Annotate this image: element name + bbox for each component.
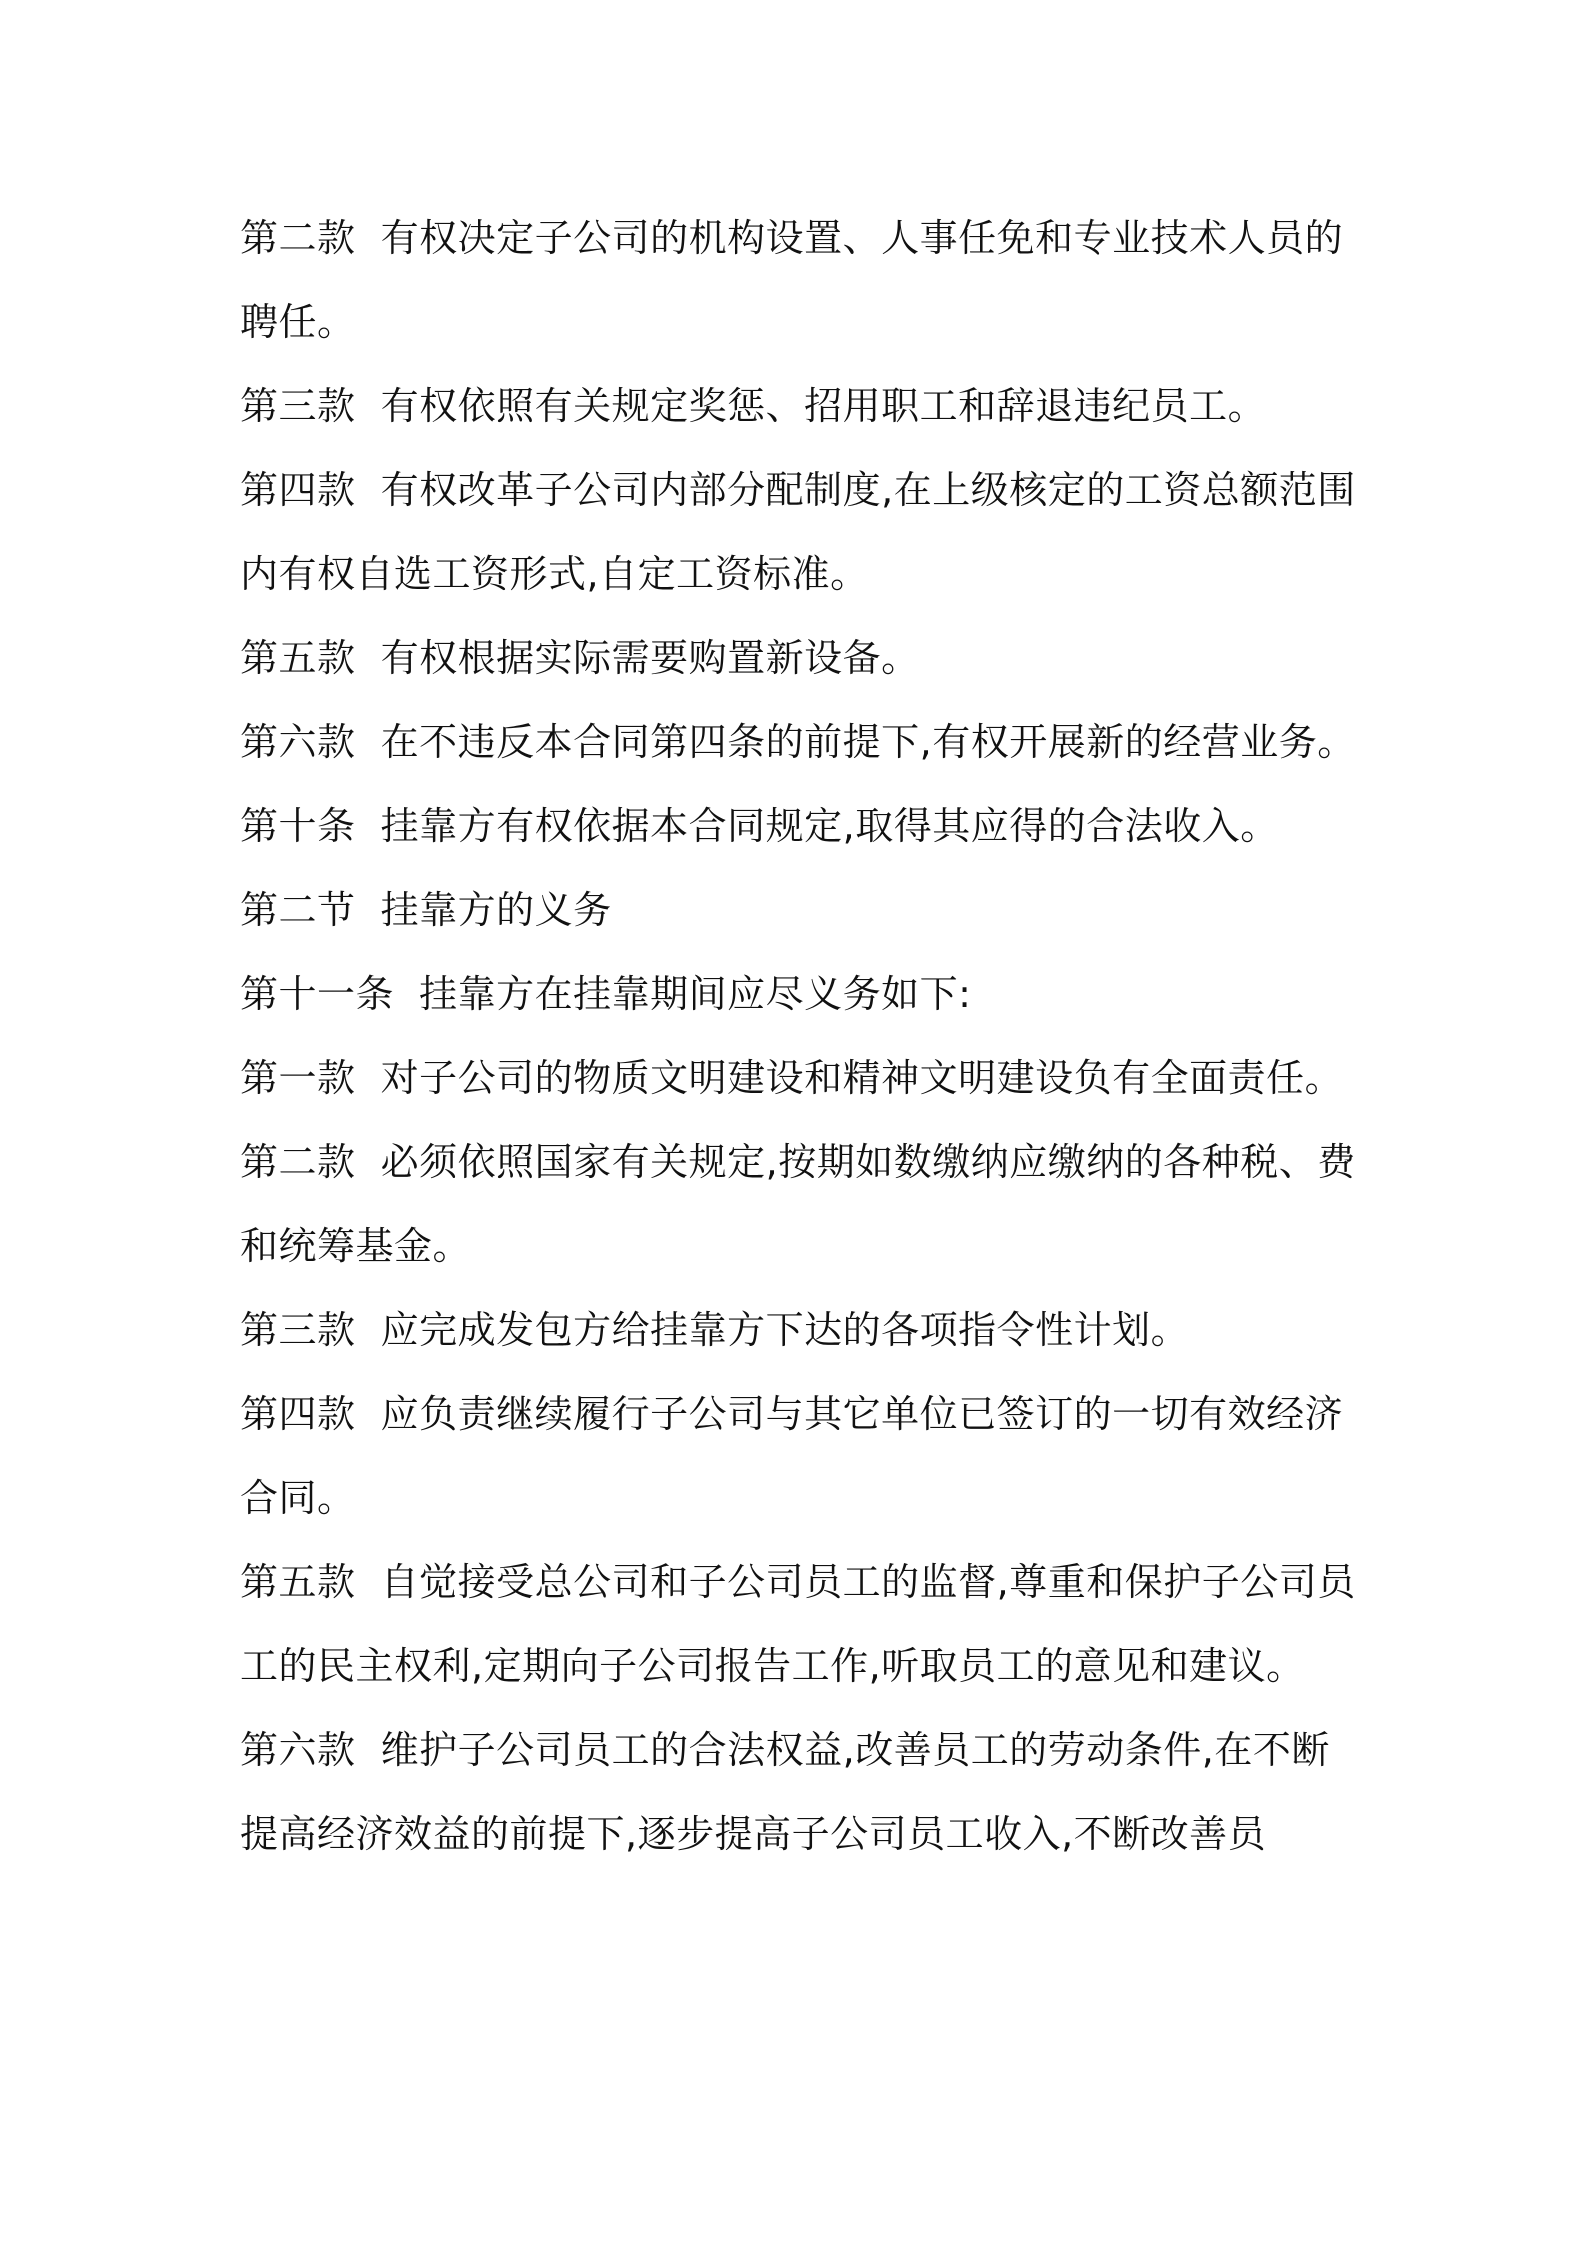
paragraph-duty-clause-5: 第五款 自觉接受总公司和子公司员工的监督,尊重和保护子公司员工的民主权利,定期向子公司报告工作,听取员工的意见和建议。 (240, 1560, 1356, 1688)
paragraph-clause-3-right-reward: 第三款 有权依照有关规定奖惩、招用职工和辞退违纪员工。 (240, 384, 1267, 428)
paragraph-duty-clause-6: 第六款 维护子公司员工的合法权益,改善员工的劳动条件,在不断提高经济效益的前提下,逐步提高子公司员工收入,不断改善员 (240, 1728, 1330, 1856)
paragraph-clause-6-right-business: 第六款 在不违反本合同第四条的前提下,有权开展新的经营业务。 (240, 720, 1356, 764)
document-page (240, 196, 1360, 1876)
paragraph-duty-clause-1: 第一款 对子公司的物质文明建设和精神文明建设负有全面责任。 (240, 1056, 1344, 1100)
paragraph-clause-2-right-appoint: 第二款 有权决定子公司的机构设置、人事任免和专业技术人员的聘任。 (240, 216, 1344, 344)
paragraph-duty-clause-4: 第四款 应负责继续履行子公司与其它单位已签订的一切有效经济合同。 (240, 1392, 1344, 1520)
paragraph-duty-clause-2: 第二款 必须依照国家有关规定,按期如数缴纳应缴纳的各种税、费和统筹基金。 (240, 1140, 1356, 1268)
paragraph-clause-4-right-wage: 第四款 有权改革子公司内部分配制度,在上级核定的工资总额范围内有权自选工资形式,自定工资标准。 (240, 468, 1356, 596)
paragraph-article-10: 第十条 挂靠方有权依据本合同规定,取得其应得的合法收入。 (240, 804, 1279, 848)
paragraph-clause-5-right-equipment: 第五款 有权根据实际需要购置新设备。 (240, 636, 920, 680)
paragraph-duty-clause-3: 第三款 应完成发包方给挂靠方下达的各项指令性计划。 (240, 1308, 1190, 1352)
paragraph-article-11: 第十一条 挂靠方在挂靠期间应尽义务如下: (240, 972, 972, 1016)
section-heading-obligations: 第二节 挂靠方的义务 (240, 888, 612, 932)
